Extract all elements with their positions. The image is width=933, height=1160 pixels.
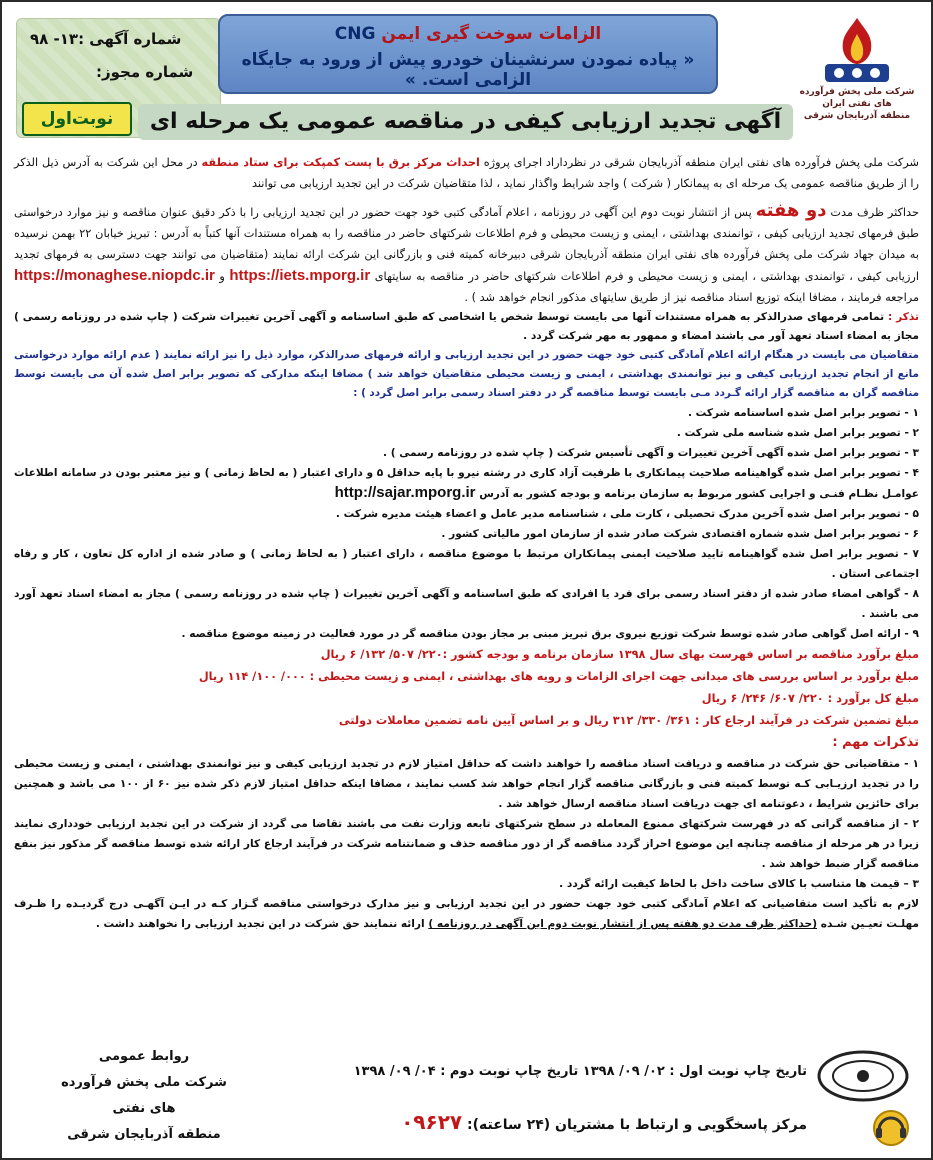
banner-line-2: « پیاده نمودن سرنشینان خودرو پیش از ورود به جایگاه الزامی است. » [241, 50, 695, 90]
requirements-note: متقاضیان می بایست در هنگام ارائه اعلام آمادگی کتبی خود جهت حضور در این تجدید ارزیابی و ارائه فرمهای صدرالذکر، موارد ذیل را نیز ارائه نمایند ( عدم ارائه موارد درخواستی مانع از انجام تجدید ارزیابی کیفی و نیز توانمندی بهداشتی ، ایمنی و زیست محیطی متقاضیان خواهد شد ) مضافا اینکه مدارکی که تصویر برابر اصل شده آن می بایست توسط مناقصه گران به مناقصه گزار ارائه گـردد مـی بایست توسط مناقصه گر در دفتر اسناد رسمی برابر اصل گردد ) : [14, 349, 919, 399]
project-title: احداث مرکز برق با پست کمپکت برای ستاد منطقه [201, 156, 480, 169]
logo-caption-2: منطقه آذربایجان شرقی [803, 111, 911, 121]
publication-dates: تاریخ چاپ نوبت اول : ۰۲/ ۰۹/ ۱۳۹۸ تاریخ چاپ نوبت دوم : ۰۴/ ۰۹/ ۱۳۹۸ [353, 1064, 807, 1079]
ornament-icon [815, 1048, 911, 1108]
total-estimate: مبلغ کل برآورد : ۲۲۰/ ۶۰۷/ ۲۴۶/ ۶ ریال [701, 692, 919, 705]
iets-link[interactable]: https://iets.mporg.ir [229, 267, 371, 284]
monaghese-link[interactable]: https://monaghese.niopdc.ir [14, 267, 215, 284]
hse-estimate: مبلغ برآورد بر اساس بررسی های میدانی جهت اجرای الزامات و رویه های بهداشتی ، ایمنی و زیست محیطی : ۰۰۰/ ۱۰۰/ ۱۱۴ ریال [198, 670, 919, 683]
list-item: ۱ - تصویر برابر اصل شده اساسنامه شرکت . [687, 407, 919, 419]
headset-icon [871, 1108, 911, 1152]
intro-paragraph-2: حداکثر ظرف مدت دو هفته پس از انتشار نوبت دوم این آگهی در روزنامه ، اعلام آمادگی کتبی خود جهت حضور در این تجدید ارزیابی را با ذکر دقیق عنوان مناقصه و نیز موارد درخواستی طبق فرمهای تجدید ارزیابی کیفی ، توانمندی بهداشتی ، ایمنی و زیست محیطی و فرم اطلاعات شرکتهای حاضر در مناقصه را به همراه مستندات آنها کتباً به آدرس : تبریز خیابان ۲۲ بهمن نرسیده به میدان جهاد شرکت ملی پخش فرآورده های نفتی ایران منطقه آذربایجان شرقی دبیرخانه کمیته فنی و بازرگانی این شرکت ارائه نمایند (متقاضیان می توانند جهت دسترسی به فرمهای تجدید ارزیابی کیفی ، توانمندی بهداشتی ، ایمنی و زیست محیطی و فرم اطلاعات شرکتهای حاضر در مناقصه به سایتهای https://iets.mporg.ir و https://monaghese.niopdc.ir مراجعه فرمایند ، مضافا اینکه توزیع اسناد مناقصه نیز از طریق سایتهای مذکور انجام خواهد شد ) . [14, 200, 920, 304]
list-item: ۹ - ارائه اصل گواهی صادر شده توسط شرکت توزیع نیروی برق تبریز مبنی بر مجاز بودن مناقصه گر در مورد فعالیت در زمینه موضوع مناقصه . [181, 628, 919, 640]
list-item: ۸ - گواهی امضاء صادر شده از دفتر اسناد رسمی برای فرد یا افرادی که طبق اساسنامه و آگهی آخرین تغییرات ( چاپ شده در روزنامه رسمی ) مجاز به امضاء اسناد تعهد آورد می باشند . [14, 588, 919, 620]
list-item: ۵ - تصویر برابر اصل شده آخرین مدرک تحصیلی ، کارت ملی ، شناسنامه مدیر عامل و اعضاء هیئت مدیره شرکت . [335, 508, 919, 520]
list-item: ۴ - تصویر برابر اصل شده گواهینامه صلاحیت پیمانکاری با ظرفیت آزاد کاری در رشته نیرو با پایه حداقل ۵ و دارای اعتبار ( به لحاظ زمانی ) و نیز معتبر بودن در سامانه اطلاعات عوامـل نظـام فنـی و اجرایی کشور مربوط به سازمان برنامه و بودجه کشور به آدرس http://sajar.mporg.ir [14, 467, 919, 501]
financial-section [14, 644, 919, 732]
public-relations-signature: روابط عمومی شرکت ملی پخش فرآورده های نفتی منطقه آذربایجان شرقی [61, 1049, 227, 1142]
reminder: تذکر : تمامی فرمهای صدرالذکر به همراه مستندات آنها می بایست توسط شخص یا اشخاصی که طبق اساسنامه و آگهی آخرین تغییرات شرکت ( چاپ شده در روزنامه رسمی ) مجاز به امضاء اسناد تعهد آور می باشند امضاء و ممهور به مهر شرکت گردد . [14, 311, 919, 342]
note-item: ۳ – قیمت ها متناسب با کالای ساخت داخل با لحاظ کیفیت ارائه گردد . [559, 878, 919, 890]
ad-body [14, 152, 919, 934]
logo-caption-1: شرکت ملی پخش فرآورده های نفتی ایران [799, 87, 915, 109]
permit-number: شماره مجوز: [96, 63, 194, 81]
estimate-price: مبلغ برآورد مناقصه بر اساس فهرست بهای سال ۱۳۹۸ سازمان برنامه و بودجه کشور :۲۲۰/ ۵۰۷/ ۱۳۲/ ۶ ریال [320, 648, 919, 661]
cng-banner [218, 14, 718, 94]
list-item: ۲ - تصویر برابر اصل شده شناسه ملی شرکت . [676, 427, 919, 439]
note-item: لازم به تأکید است متقاضیانی که اعلام آمادگی کتبی خود جهت حضور در این تجدید ارزیابی و نیز مدارک درخواستی مناقصه گـزار کـه در ایـن آگهـی درج گردیـده را ظـرف مهلـت تعیـین شـده (حداکثر ظرف مدت دو هفته پس از انتشار نوبت دوم این آگهی در روزنامه ) ارائه ننمایند حق شرکت در این تجدید ارزیابی را نخواهند داشت . [14, 898, 919, 930]
sajar-link[interactable]: http://sajar.mporg.ir [334, 484, 476, 501]
support-line: مرکز پاسخگویی و ارتباط با مشتریان (۲۴ ساعته): ۰۹۶۲۷ [401, 1110, 807, 1134]
banner-line-1: الزامات سوخت گیری ایمن CNG [334, 24, 602, 44]
page-title: آگهی تجدید ارزیابی کیفی در مناقصه عمومی یک مرحله ای [138, 104, 793, 140]
support-number: ۰۹۶۲۷ [401, 1110, 463, 1134]
company-logo [797, 16, 917, 144]
deadline-highlight: دو هفته [755, 200, 827, 221]
round-badge: نوبت‌اول [22, 102, 132, 136]
note-item: ۲ - از مناقصه گرانی که در فهرست شرکتهای ممنوع المعامله در سطح شرکتهای تابعه وزارت نفت می باشند تقاضا می گردد از شرکت در این تجدید ارزیابی خودداری نمایند زیرا در هر مرحله از مناقصه چنانچه این موضوع احراز گردد مناقصه گر از دور مناقصه حذف و ضمانتنامه شرکت در فرآیند ارجاع کار ارائه شده توسط مناقصه گر مذکور نیز بنفع مناقصه گزار ضبط خواهد شد . [14, 818, 919, 870]
note-item: ۱ - متقاضیانی حق شرکت در مناقصه و دریافت اسناد مناقصه را خواهند داشت که حداقل امتیاز لازم در تجدید ارزیابی کیفی و نیز توانمندی بهداشتی ، ایمنی و زیست محیطی را در تجدید ارزیـابی کـه توسط کمیته فنی و بازرگانی مناقصه گزار انجام خواهد شد کسب نمایند ، مضافا اینکه حداقل امتیاز لازم ذکر شده نیز ۶۰ از ۱۰۰ می باشد و همچنین برای حائزین شرایط ، دعوتنامه ای جهت دریافت اسناد مناقصه ارسال خواهد شد . [14, 758, 920, 810]
intro-paragraph-1: شرکت ملی پخش فرآورده های نفتی ایران منطقه آذربایجان شرقی در نظرداراد اجرای پروژه احداث مرکز برق با پست کمپکت برای ستاد منطقه در محل این شرکت به آدرس ذیل الذکر را از طریق مناقصه عمومی یک مرحله ای به پیمانکار ( شرکت ) واجد شرایط واگذار نماید ، لذا متقاضیان شرکت در این تجدید ارزیابی می توانند [14, 156, 919, 190]
required-documents-list [14, 403, 919, 644]
ad-number: شماره آگهی :۱۳- ۹۸ [30, 30, 182, 48]
flame-logo-icon [819, 16, 895, 86]
list-item: ۳ - تصویر برابر اصل شده آگهی آخرین تغییرات و آگهی تأسیس شرکت ( چاپ شده در روزنامه رسمی ) . [383, 447, 919, 459]
guarantee-amount: مبلغ تضمین شرکت در فرآیند ارجاع کار : ۳۶۱/ ۳۳۰/ ۳۱۲ ریال و بر اساس آیین نامه تضمین معاملات دولتی [338, 714, 919, 727]
list-item: ۶ - تصویر برابر اصل شده شماره اقتصادی شرکت صادر شده از سازمان امور مالیاتی کشور . [441, 528, 919, 540]
notes-title: تذکرات مهم : [832, 735, 919, 750]
footer [14, 1038, 919, 1148]
header [8, 8, 925, 148]
list-item: ۷ - تصویر برابر اصل شده گواهینامه تایید صلاحیت ایمنی پیمانکاران مرتبط با موضوع مناقصه ، دارای اعتبار ( به لحاظ زمانی ) و صادر شده از اداره کل تعاون ، کار و رفاه اجتماعی استان . [14, 548, 919, 580]
